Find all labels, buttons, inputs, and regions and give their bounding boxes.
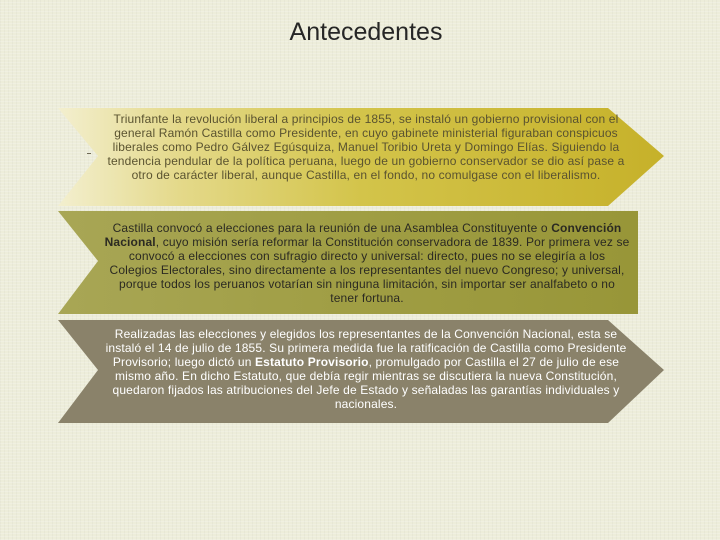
block-2-bold-term: Convención Nacional	[104, 221, 622, 249]
block-3-bold-term: Estatuto Provisorio	[255, 355, 369, 369]
block-2-text	[104, 221, 630, 305]
block-3-part-1: Realizadas las elecciones y elegidos los representantes de la Convención Nacional, esta se instaló el 14 de julio de 1855. Su primera medida fue la ratificación de Castilla como Presidente Provisorio; luego dictó un	[105, 327, 627, 369]
block-1-text	[104, 112, 628, 182]
block-3-text	[104, 327, 628, 411]
block-2-part-3: , cuyo misión sería reformar la Constitución conservadora de 1839. Por primera vez se convocó a elecciones con sufragio directo y universal: directo, pues no se elegiría a los Colegios Electorales, sino directamente a los representantes del nuevo Congreso; y universal, porque todos los peruanos votarían sin ninguna limitación, sin importar ser analfabeto o no tener fortuna.	[109, 235, 630, 305]
block-3-part-3: , promulgado por Castilla el 27 de julio de ese mismo año. En dicho Estatuto, que debía regir mientras se discutiera la nueva Constitución, quedaron fijados las atribuciones del Jefe de Estado y señaladas las garantías individuales y nacionales.	[112, 355, 620, 411]
block-1-part-1: Triunfante la revolución liberal a principios de 1855, se instaló un gobierno provisional con el general Ramón Castilla como Presidente, en cuyo gabinete ministerial figuraban conspicuos liberales como Pedro Gálvez Egúsquiza, Manuel Toribio Ureta y Domingo Elías. Siguiendo la tendencia pendular de la política peruana, luego de un gobierno conservador se dio así pase a otro de carácter liberal, aunque Castilla, en el fondo, no comulgase con el liberalismo.	[107, 112, 625, 182]
bullet-dash	[87, 153, 91, 154]
block-2-part-1: Castilla convocó a elecciones para la reunión de una Asamblea Constituyente o	[112, 221, 552, 235]
slide-title: Antecedentes	[289, 18, 443, 46]
